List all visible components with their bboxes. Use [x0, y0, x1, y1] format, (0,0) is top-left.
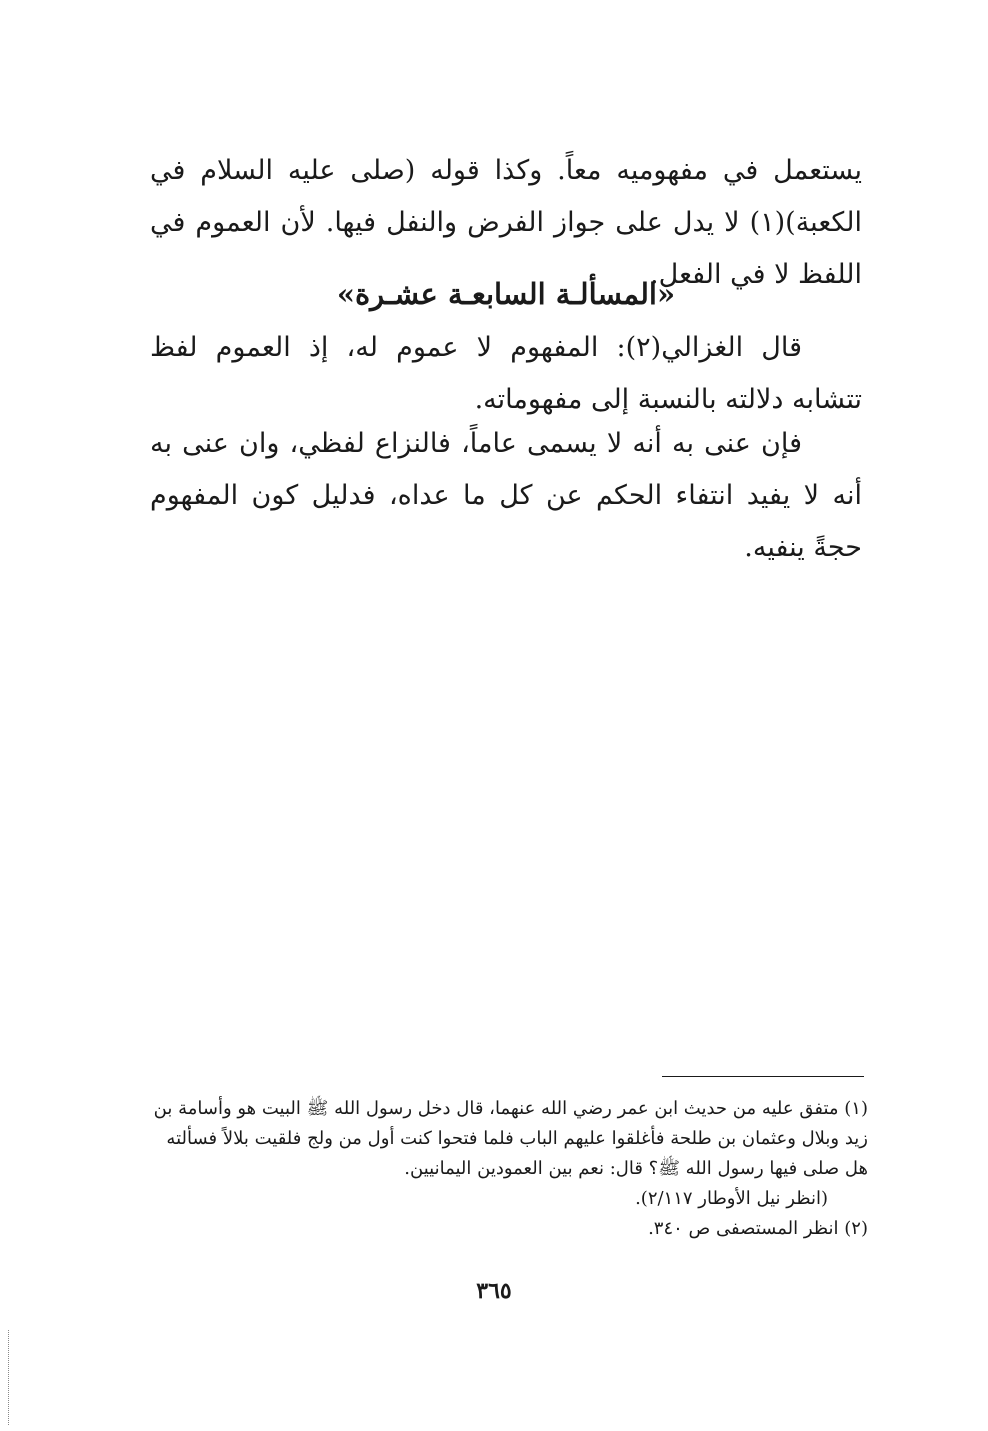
footnote-2: (٢) انظر المستصفى ص ٣٤٠. [648, 1218, 868, 1239]
scan-edge-mark [8, 1330, 10, 1425]
body-paragraph-1: يستعمل في مفهوميه معاً. وكذا قوله (صلى عليه السلام في الكعبة)(١) لا يدل على جواز الفرض والنفل فيها. لأن العموم في اللفظ لا في الفعل. [150, 155, 862, 290]
footnote-1-reference: (انظر نيل الأوطار ٢/١١٧). [635, 1188, 828, 1209]
page-number: ٣٦٥ [476, 1278, 512, 1304]
footnote-1: (١) متفق عليه من حديث ابن عمر رضي الله عنهما، قال دخل رسول الله ﷺ البيت هو وأسامة بن زيد وبلال وعثمان بن طلحة فأغلقوا عليهم الباب فلما فتحوا كنت أول من ولج فلقيت بلالاً فسألته هل صلى فيها رسول الله ﷺ؟ قال: نعم بين العمودين اليمانيين. [153, 1098, 868, 1179]
footnotes [150, 1094, 868, 1244]
body-paragraph-2: قال الغزالي(٢): المفهوم لا عموم له، إذ العموم لفظ تتشابه دلالته بالنسبة إلى مفهوماته. [150, 332, 862, 415]
section-heading: «المسألـة السابعـة عشـرة» [336, 277, 676, 311]
body-paragraph-3: فإن عنى به أنه لا يسمى عاماً، فالنزاع لفظي، وان عنى به أنه لا يفيد انتفاء الحكم عن كل ما عداه، فدليل كون المفهوم حجةً ينفيه. [150, 428, 862, 563]
footnote-separator [662, 1076, 864, 1077]
